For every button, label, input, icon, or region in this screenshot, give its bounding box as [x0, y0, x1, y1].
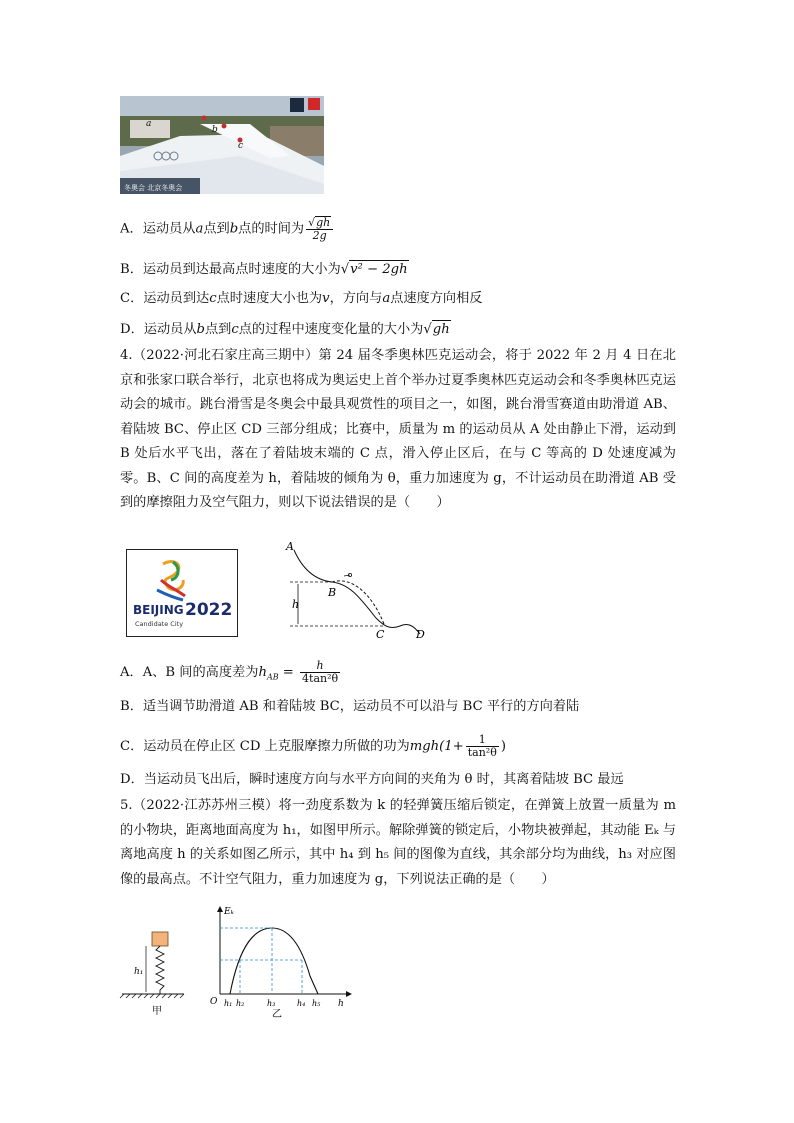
- tick-h3: h₃: [267, 999, 276, 1008]
- beijing-2022-logo: [126, 549, 238, 637]
- q3-a-fraction: $\frac{√gh}{2g}$: [306, 216, 333, 242]
- q3-option-a: A．运动员从a点到b点的时间为 $\frac{√gh}{2g}$: [120, 216, 335, 242]
- tick-h4: h₄: [297, 999, 306, 1008]
- logo-subtitle: Candidate City: [135, 620, 184, 628]
- q4-a-fraction: $\frac{h}{\text{4tan²θ}}$: [302, 659, 339, 685]
- q4-option-a: A．A、B 间的高度差为$h_{AB}$ = $\frac{h}{\text{4tan²θ}}$: [120, 659, 339, 685]
- tick-h1: h₁: [224, 999, 233, 1008]
- label-yi: 乙: [272, 1009, 282, 1018]
- photo-point-b: b: [212, 125, 218, 135]
- spring-block-figure: [118, 928, 188, 1018]
- photo-point-a: a: [146, 119, 152, 129]
- label-D: D: [416, 628, 425, 641]
- photo-point-c: c: [238, 141, 244, 151]
- label-h: h: [292, 598, 300, 611]
- origin-label: O: [210, 997, 218, 1007]
- ski-jump-photo: [120, 96, 324, 194]
- logo-year-text: 2022: [185, 600, 233, 620]
- logo-city-text: BEIJING: [133, 603, 184, 617]
- q3-option-b: B．运动员到达最高点时速度的大小为√v² − 2gh: [120, 262, 408, 277]
- ek-h-graph: [206, 902, 356, 1018]
- label-h1: h₁: [134, 967, 144, 977]
- ski-track-diagram: [280, 538, 440, 644]
- axis-y-label: Eₖ: [224, 907, 234, 917]
- q4-option-b: B．适当调节助滑道 AB 和着陆坡 BC，运动员不可以沿与 BC 平行的方向着陆: [120, 699, 580, 714]
- axis-x-label: h: [338, 999, 344, 1009]
- label-C: C: [376, 628, 385, 641]
- q4-option-c: C．运动员在停止区 CD 上克服摩擦力所做的功为mgh(1+ $\frac{1}{\text{tan²θ}}$ ): [120, 733, 506, 759]
- label-A: A: [286, 540, 294, 553]
- q4-stem: 4.（2022·河北石家庄高三期中）第 24 届冬季奥林匹克运动会，将于 2022 年 2 月 4 日在北京和张家口联合举行，北京也将成为奥运史上首个举办过夏季奥林匹克运动会和冬季奥林匹克运动会的城市。跳台滑雪是冬奥会中最具观赏性的项目之一，如图，跳台滑雪赛道由助滑道 AB、着陆坡 BC、停止区 CD 三部分组成；比赛中，质量为 m 的运动员从 A 处由静止下滑，运动到 B 处后水平飞出，落在了着陆坡末端的 C 点，滑入停止区后，在与 C 等高的 D 处速度减为零。B、C 间的高度差为 h，着陆坡的倾角为 θ，重力加速度为 g，不计运动员在助滑道 AB 受到的摩擦阻力及空气阻力，则以下说法错误的是（ ）: [120, 348, 676, 510]
- label-B: B: [328, 586, 337, 599]
- tick-h5: h₅: [312, 999, 321, 1008]
- q5-stem: 5.（2022·江苏苏州三模）将一劲度系数为 k 的轻弹簧压缩后锁定，在弹簧上放置一质量为 m 的小物块，距离地面高度为 h₁，如图甲所示。解除弹簧的锁定后，小物块被弹起，其动能 Eₖ 与离地高度 h 的关系如图乙所示，其中 h₄ 到 h₅ 间的图像为直线，其余部分均为曲线，h₃ 对应图像的最高点。不计空气阻力，重力加速度为 g，下列说法正确的是（ ）: [120, 798, 676, 887]
- tick-h2: h₂: [236, 999, 245, 1008]
- q3-option-c: C．运动员到达c点时速度大小也为v，方向与a点速度方向相反: [120, 291, 483, 306]
- q4-option-d: D．当运动员飞出后，瞬时速度方向与水平方向间的夹角为 θ 时，其离着陆坡 BC 最远: [120, 772, 624, 787]
- q3-option-d: D．运动员从b点到c点的过程中速度变化量的大小为√gh: [120, 322, 450, 337]
- q4-c-fraction: $\frac{1}{\text{tan²θ}}$: [467, 733, 497, 759]
- photo-caption: 冬奥会 北京冬奥会: [124, 184, 183, 192]
- label-jia: 甲: [152, 1006, 162, 1017]
